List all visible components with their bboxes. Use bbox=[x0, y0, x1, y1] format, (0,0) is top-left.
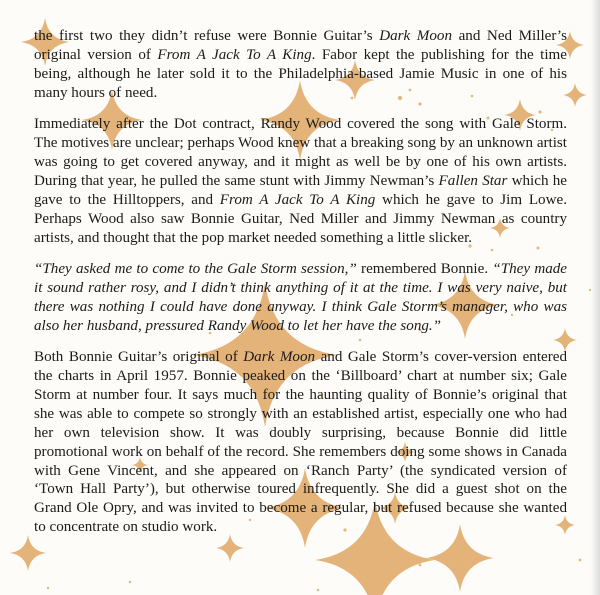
text-run: which he gave to the Hilltoppers, and bbox=[34, 172, 567, 208]
paragraph-3-quote bbox=[34, 260, 567, 336]
italic-text-run: “They asked me to come to the Gale Storm session,” bbox=[34, 260, 357, 277]
text-run: which he gave to Jim Lowe. Perhaps Wood also saw Bonnie Guitar, Ned Miller and Jimmy Newman as country artists, and thought that the pop market needed something a little slicker. bbox=[34, 191, 567, 246]
paragraph-4 bbox=[34, 348, 567, 537]
text-run: and Ned Miller’s original version of bbox=[34, 28, 567, 63]
text-run: remembered Bonnie. bbox=[356, 260, 493, 277]
sparkle-dot-icon bbox=[419, 564, 422, 567]
four-point-sparkle-icon bbox=[216, 534, 244, 562]
italic-text-run: “They made it sound rather rosy, and I didn’t think anything of it at the time. I was very naive, but there was nothing I could have done anyway. I think Gale Storm’s manager, who was also her husband, pressured Randy Wood to let her have the song.” bbox=[34, 260, 568, 334]
text-run: the first two they didn’t refuse were Bonnie Guitar’s bbox=[34, 28, 380, 44]
sparkle-dot-icon bbox=[589, 289, 591, 291]
liner-notes-page bbox=[34, 27, 567, 537]
sparkle-dot-icon bbox=[317, 589, 320, 592]
italic-text-run: From A Jack To A King bbox=[219, 191, 376, 208]
four-point-sparkle-icon bbox=[10, 535, 46, 571]
sparkle-dot-icon bbox=[129, 581, 132, 584]
text-run: Immediately after the Dot contract, Randy Wood covered the song with Gale Storm. The motives are unclear; perhaps Wood knew that a breaking song by an unknown artist was going to get covered anyway, and it might as well be by one of his own artists. During that year, he pulled the same stunt with Jimmy Newman’s bbox=[34, 116, 567, 189]
text-run: . Fabor kept the publishing for the time being, although he later sold it to the Philadelphia-based Jamie Music in one of his many hours of need. bbox=[34, 46, 567, 101]
italic-text-run: Dark Moon bbox=[243, 349, 316, 366]
text-run: and Gale Storm’s cover-version entered the charts in April 1957. Bonnie peaked on the ‘Billboard’ chart at number six; Gale Storm at number four. It says much for the haunting quality of Bonnie’s original that she was able to compete so strongly with an established artist, especially one who had her own television show. It was doubly surprising, because Bonnie did little promotional work on behalf of the record. She remembers doing some shows in Canada with Gene Vincent, and she appeared on ‘Ranch Party’ (the syndicated version of ‘Town Hall Party’), but otherwise toured infrequently. She did a guest shot on the Grand Ole Opry, and was invited to become a regular, but refused because she wanted to concentrate on studio work. bbox=[34, 349, 567, 536]
paragraph-1 bbox=[34, 27, 567, 103]
italic-text-run: From A Jack To A King bbox=[157, 46, 312, 63]
italic-text-run: Fallen Star bbox=[438, 172, 508, 189]
italic-text-run: Dark Moon bbox=[379, 28, 453, 44]
sparkle-dot-icon bbox=[579, 559, 582, 562]
sparkle-dot-icon bbox=[47, 587, 49, 589]
text-run: Both Bonnie Guitar’s original of bbox=[34, 349, 244, 366]
paragraph-2 bbox=[34, 115, 567, 247]
